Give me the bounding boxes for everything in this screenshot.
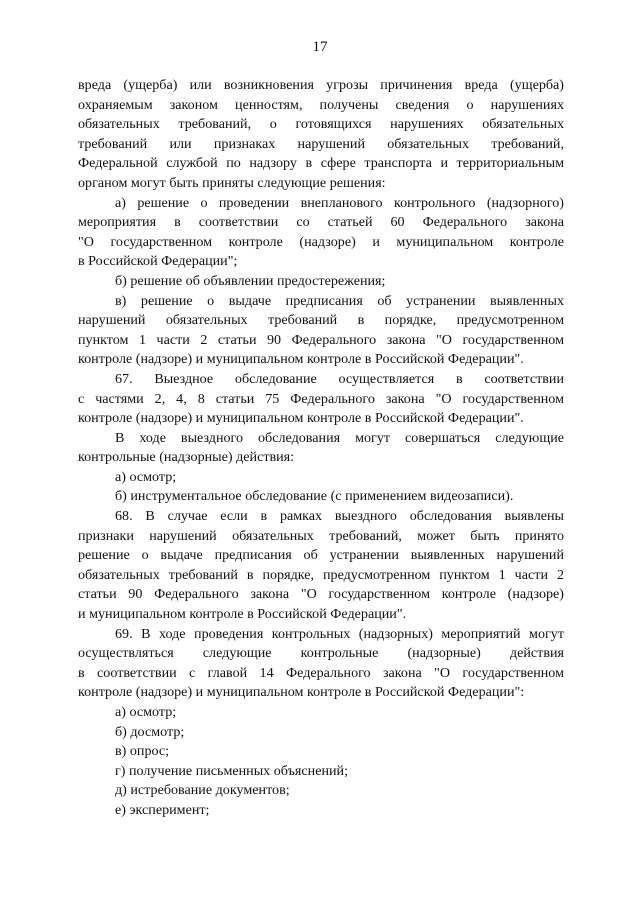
text-line: в Российской Федерации"; xyxy=(78,253,238,270)
text-line: и муниципальном контроле в Российской Федерации". xyxy=(78,606,407,623)
text-line: пунктом 1 части 2 статьи 90 Федерального закона "О государственном xyxy=(78,331,564,348)
text-line: 68. В случае если в рамках выездного обследования выявлены xyxy=(115,508,564,525)
text-line: охраняемым законом ценностям, получены сведения о нарушениях xyxy=(78,96,564,113)
text-line: контроле (надзоре) и муниципальном контроле в Российской Федерации". xyxy=(78,410,524,427)
text-line: б) инструментальное обследование (с применением видеозаписи). xyxy=(115,488,514,505)
text-line: в) опрос; xyxy=(115,743,170,760)
text-line: в) решение о выдаче предписания об устранении выявленных xyxy=(115,292,564,309)
text-line: а) осмотр; xyxy=(115,704,177,720)
text-line: с частями 2, 4, 8 статьи 75 Федерального закона "О государственном xyxy=(78,390,564,407)
text-line: требований или признаках нарушений обязательных требований, xyxy=(78,135,564,152)
text-line: б) досмотр; xyxy=(115,723,185,740)
text-line: 67. Выездное обследование осуществляется в соответствии xyxy=(115,370,564,387)
text-line: д) истребование документов; xyxy=(115,782,290,799)
text-line: обязательных требований, о готовящихся нарушениях обязательных xyxy=(78,116,564,133)
text-line: мероприятия в соответствии со статьей 60 Федерального закона xyxy=(78,214,564,231)
text-line: обязательных требований в порядке, предусмотренном пунктом 1 части 2 xyxy=(78,566,564,583)
text-line: а) решение о проведении внепланового контрольного (надзорного) xyxy=(115,194,564,211)
text-line: а) осмотр; xyxy=(115,468,177,485)
document-body xyxy=(78,76,564,821)
text-line: признаки нарушений обязательных требований, может быть принято xyxy=(78,527,564,544)
text-line: осуществляться следующие контрольные (надзорные) действия xyxy=(78,645,564,662)
text-line: г) получение письменных объяснений; xyxy=(115,762,348,779)
text-line: Федеральной службой по надзору в сфере транспорта и территориальным xyxy=(78,155,564,172)
text-line: нарушений обязательных требований в порядке, предусмотренном xyxy=(78,312,564,329)
page-number: 17 xyxy=(312,39,328,55)
text-line: контроле (надзоре) и муниципальном контроле в Российской Федерации". xyxy=(78,351,524,368)
text-line: вреда (ущерба) или возникновения угрозы причинения вреда (ущерба) xyxy=(78,77,564,93)
text-line: е) эксперимент; xyxy=(115,801,210,818)
text-line: "О государственном контроле (надзоре) и муниципальном контроле xyxy=(78,233,564,250)
text-line: б) решение об объявлении предостережения; xyxy=(115,272,386,289)
text-line: В ходе выездного обследования могут совершаться следующие xyxy=(115,429,564,446)
text-line: контроле (надзоре) и муниципальном контроле в Российской Федерации": xyxy=(78,684,525,701)
text-line: решение о выдаче предписания об устранении выявленных нарушений xyxy=(78,547,564,564)
text-line: 69. В ходе проведения контрольных (надзорных) мероприятий могут xyxy=(115,625,564,642)
text-line: органом могут быть приняты следующие решения: xyxy=(78,174,386,191)
text-line: контрольные (надзорные) действия: xyxy=(78,449,295,466)
text-line: в соответствии с главой 14 Федерального закона "О государственном xyxy=(78,664,564,681)
text-line: статьи 90 Федерального закона "О государственном контроле (надзоре) xyxy=(78,586,564,603)
